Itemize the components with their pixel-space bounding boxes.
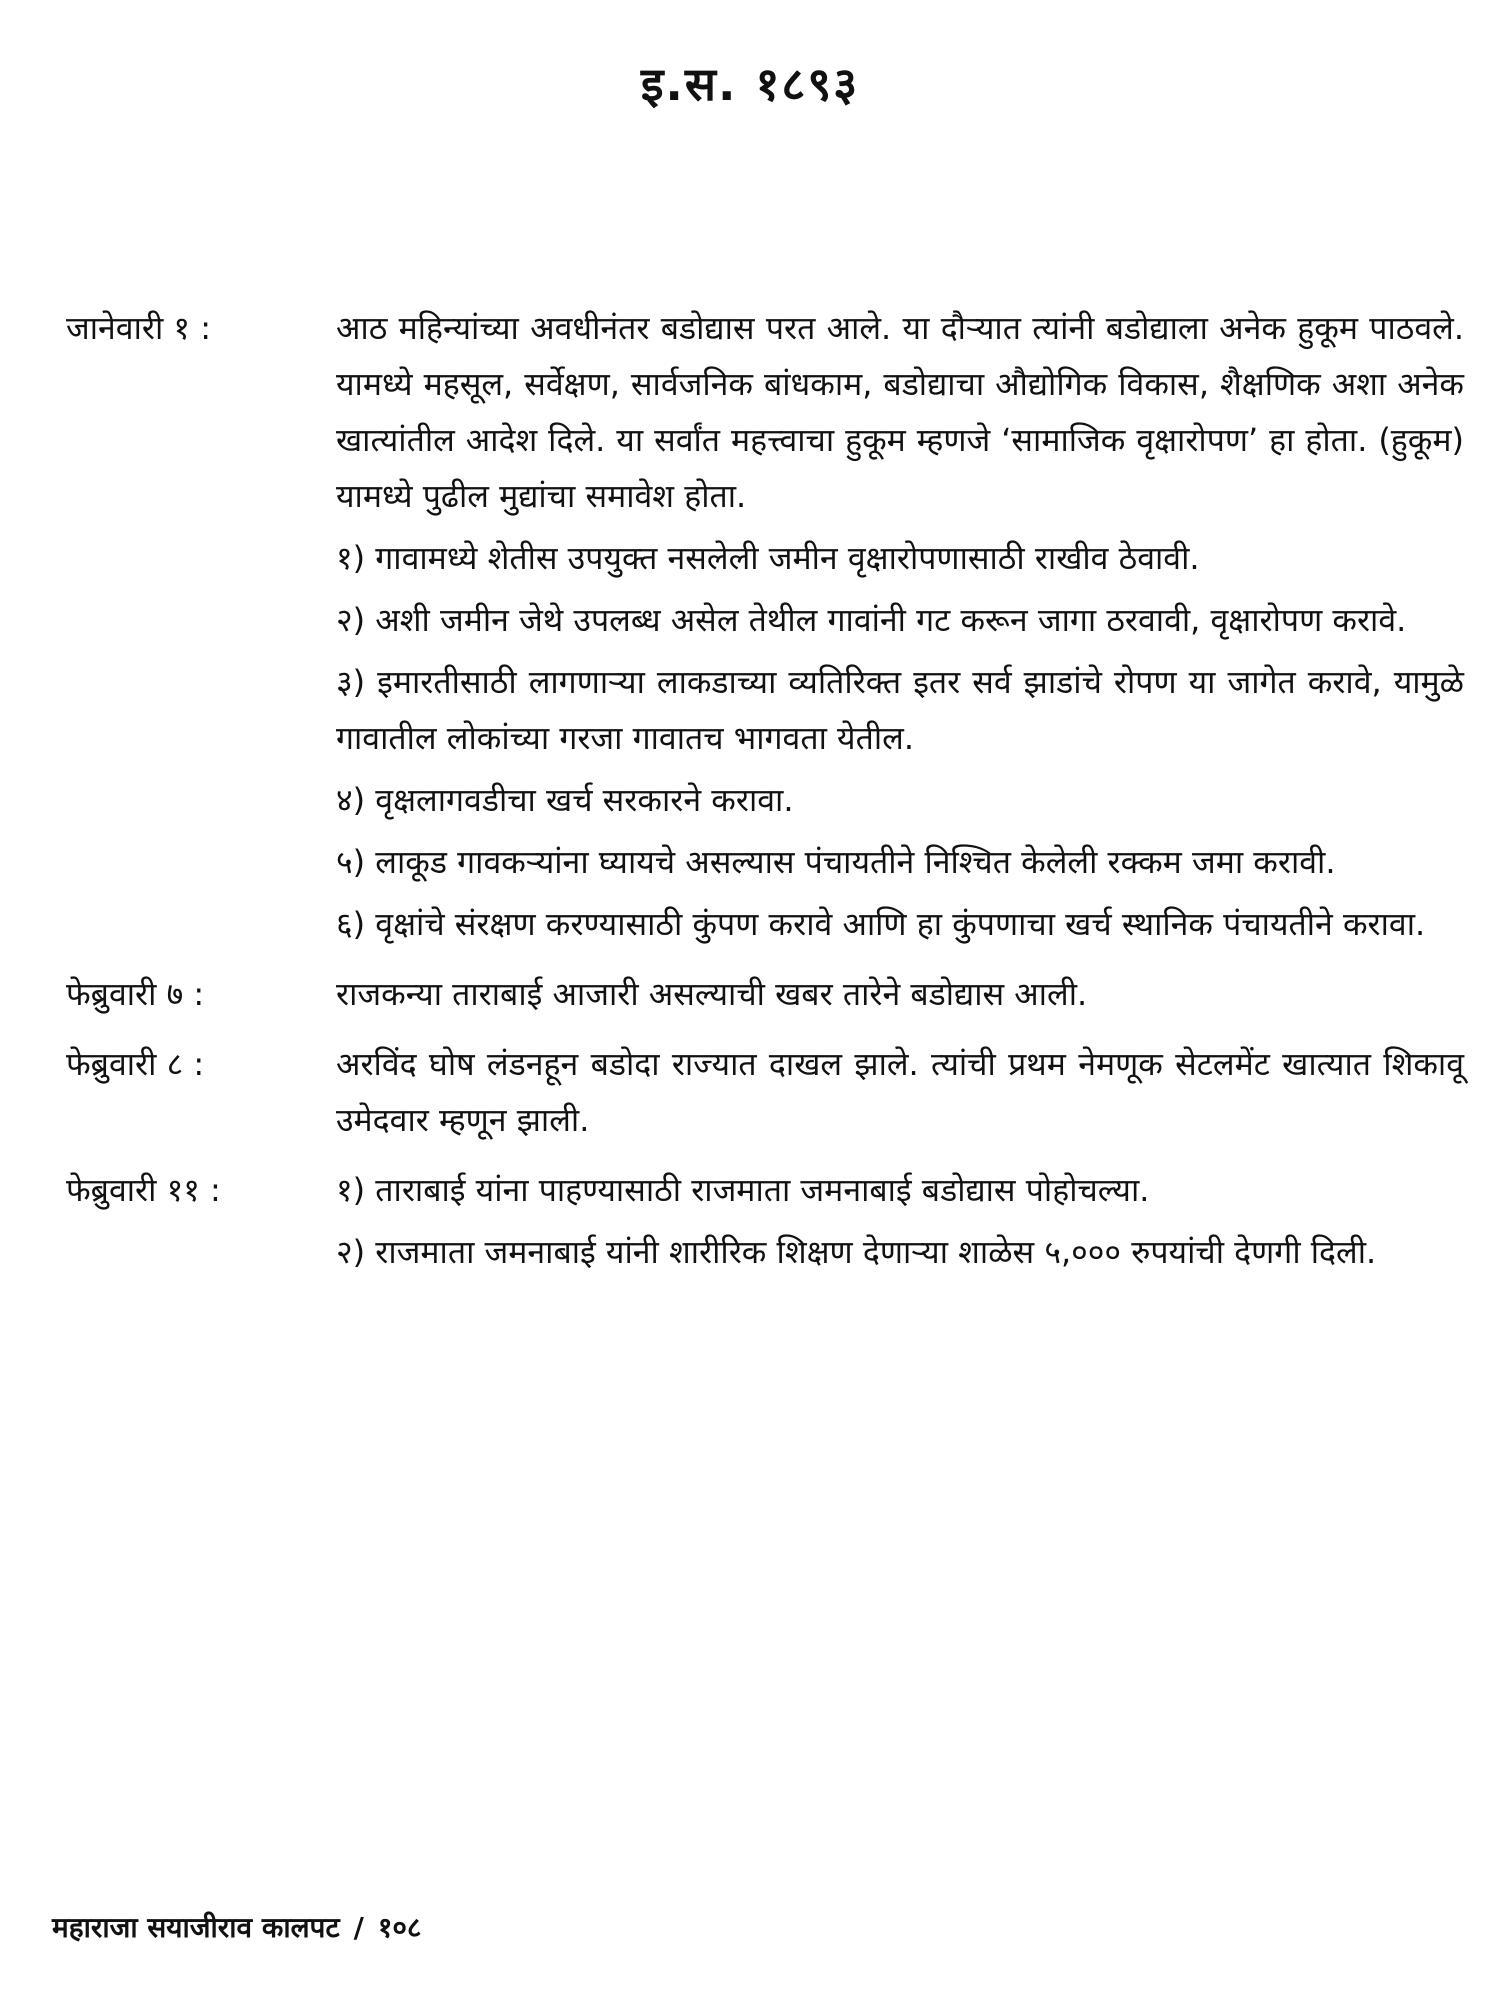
entry-body: [336, 1036, 1476, 1154]
page-footer: [52, 1908, 422, 1946]
entry-point: ४) वृक्षलागवडीचा खर्च सरकारने करावा.: [336, 781, 794, 819]
book-title: महाराजा सयाजीराव कालपट: [52, 1911, 340, 1944]
chronology-entries: [66, 300, 1476, 1294]
entry-point: १) ताराबाई यांना पाहण्यासाठी राजमाता जमनाबाई बडोद्यास पोहोचल्या.: [336, 1171, 1150, 1209]
entry-date: फेब्रुवारी ७ :: [66, 975, 205, 1013]
entry-february-8: [66, 1036, 1476, 1154]
page-number: १०८: [377, 1911, 422, 1944]
entry-point: २) अशी जमीन जेथे उपलब्ध असेल तेथील गावांनी गट करून जागा ठरवावी, वृक्षारोपण करावे.: [336, 601, 1407, 639]
entry-paragraph: आठ महिन्यांच्या अवधीनंतर बडोद्यास परत आले. या दौऱ्यात त्यांनी बडोद्याला अनेक हुकूम पाठवले. यामध्ये महसूल, सर्वेक्षण, सार्वजनिक बांधकाम, बडोद्याचा औद्योगिक विकास, शैक्षणिक अशा अनेक खात्यांतील आदेश दिले. या सर्वांत महत्त्वाचा हुकूम म्हणजे ‘सामाजिक वृक्षारोपण’ हा होता. (हुकूम) यामध्ये पुढील मुद्यांचा समावेश होता.: [336, 309, 1464, 515]
entry-february-11: [66, 1162, 1476, 1286]
entry-february-7: [66, 966, 1476, 1028]
page-heading: इ.स. १८९३: [640, 57, 860, 111]
entry-body: [336, 966, 1476, 1028]
entry-body: [336, 1162, 1476, 1286]
entry-point: ६) वृक्षांचे संरक्षण करण्यासाठी कुंपण करावे आणि हा कुंपणाचा खर्च स्थानिक पंचायतीने करावा.: [336, 905, 1426, 943]
entry-paragraph: अरविंद घोष लंडनहून बडोदा राज्यात दाखल झाले. त्यांची प्रथम नेमणूक सेटलमेंट खात्यात शिकावू उमेदवार म्हणून झाली.: [336, 1045, 1464, 1139]
entry-point: २) राजमाता जमनाबाई यांनी शारीरिक शिक्षण देणाऱ्या शाळेस ५,००० रुपयांची देणगी दिली.: [336, 1233, 1377, 1271]
entry-date: फेब्रुवारी ११ :: [66, 1171, 221, 1209]
entry-body: [336, 300, 1476, 958]
entry-point: ३) इमारतीसाठी लागणाऱ्या लाकडाच्या व्यतिरिक्त इतर सर्व झाडांचे रोपण या जागेत करावे, यामुळे गावातील लोकांच्या गरजा गावातच भागवता येतील.: [336, 663, 1464, 757]
entry-point: १) गावामध्ये शेतीस उपयुक्त नसलेली जमीन वृक्षारोपणासाठी राखीव ठेवावी.: [336, 539, 1200, 577]
entry-point: ५) लाकूड गावकऱ्यांना घ्यायचे असल्यास पंचायतीने निश्चित केलेली रक्कम जमा करावी.: [336, 843, 1336, 881]
entry-january-1: [66, 300, 1476, 958]
entry-date: फेब्रुवारी ८ :: [66, 1045, 205, 1083]
entry-date: जानेवारी १ :: [66, 309, 212, 347]
footer-separator: /: [353, 1911, 364, 1944]
entry-paragraph: राजकन्या ताराबाई आजारी असल्याची खबर तारेने बडोद्यास आली.: [336, 975, 1088, 1013]
